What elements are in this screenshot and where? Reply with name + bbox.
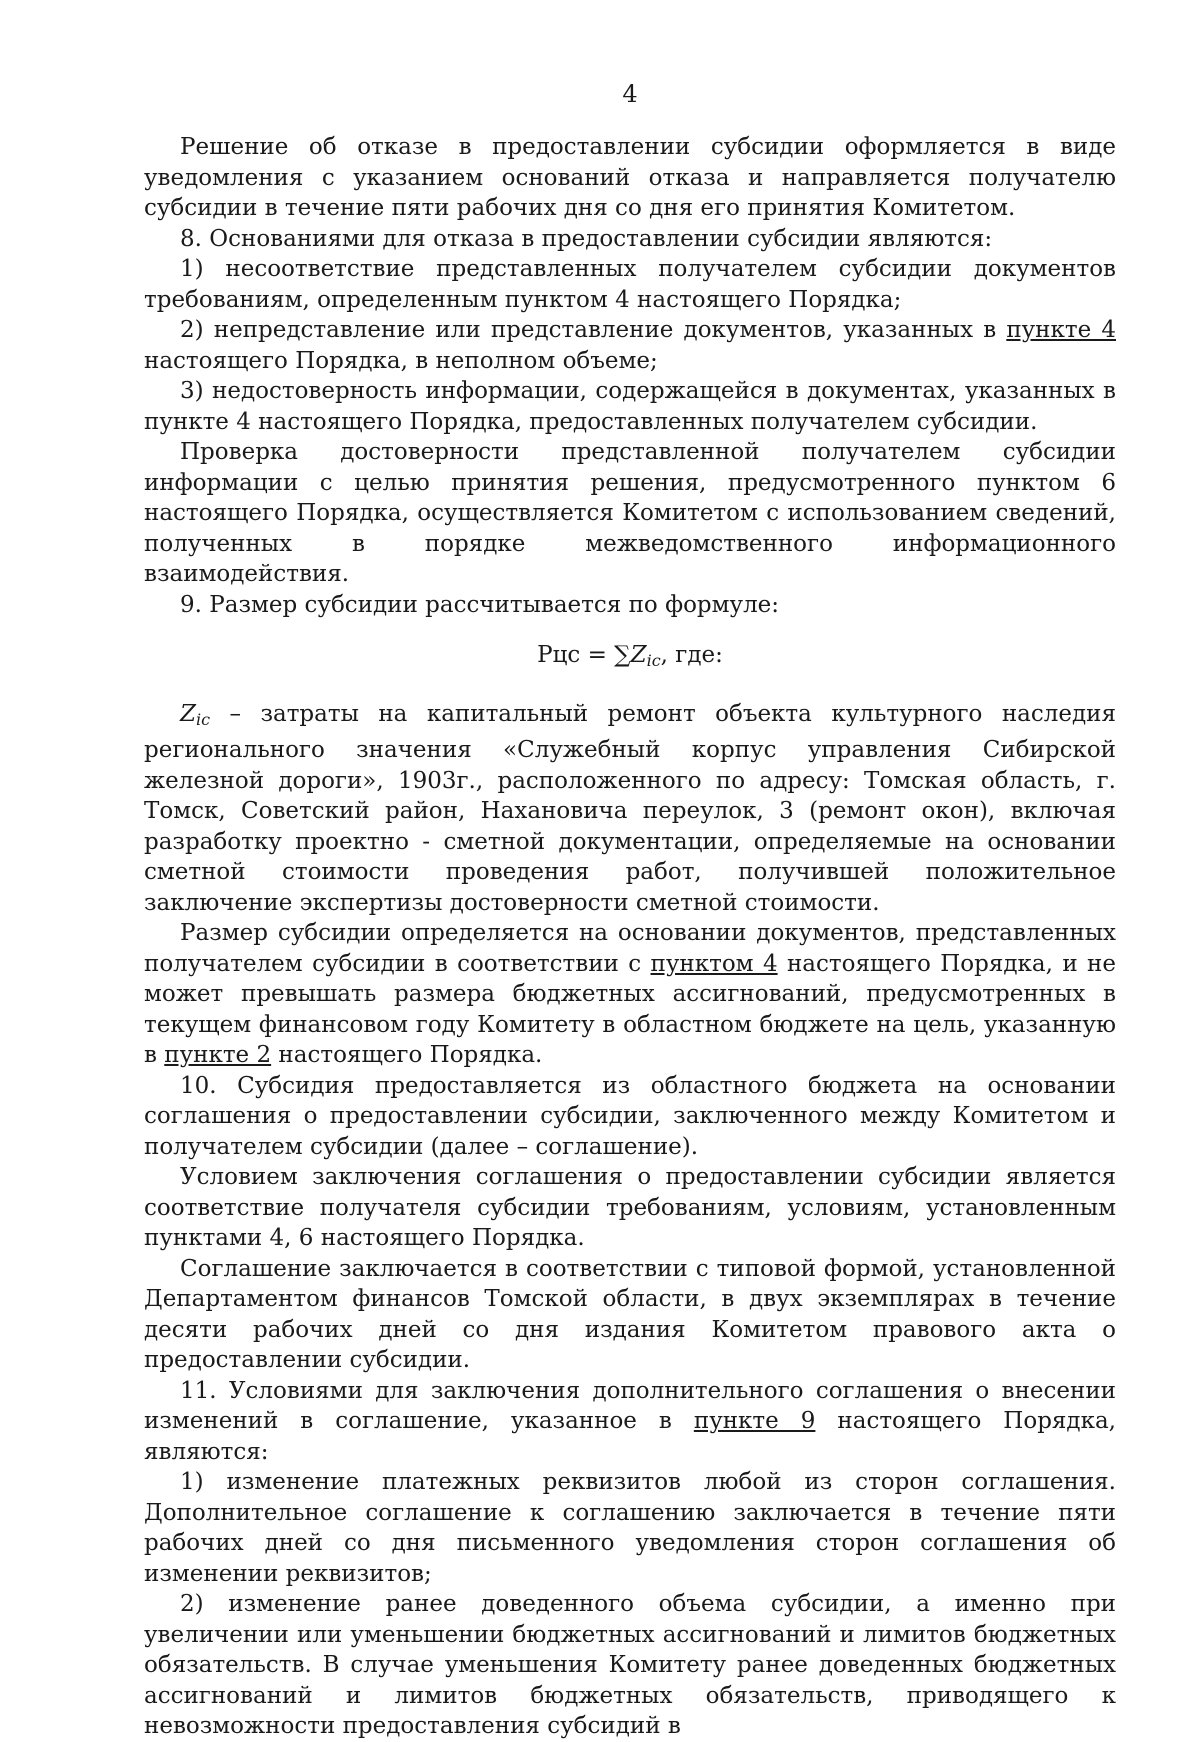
paragraph-item-8-3: 3) недостоверность информации, содержащейся в документах, указанных в пункте 4 настоящего Порядка, предоставленных получателем субсидии. bbox=[144, 378, 1116, 435]
paragraph-subsidy-amount bbox=[144, 918, 1116, 1071]
paragraph-text: настоящего Порядка. bbox=[271, 1042, 543, 1068]
formula-left: Рцс = ∑ bbox=[537, 642, 631, 668]
paragraph-item-11-1: 1) изменение платежных реквизитов любой из сторон соглашения. Дополнительное соглашение к соглашению заключается в течение пяти рабочих дней со дня письменного уведомления сторон соглашения об изменении реквизитов; bbox=[144, 1469, 1116, 1587]
link-punkt-2[interactable]: пункте 2 bbox=[164, 1042, 272, 1068]
paragraph-item-8-1: 1) несоответствие представленных получателем субсидии документов требованиям, определенным пунктом 4 настоящего Порядка; bbox=[144, 256, 1116, 313]
paragraph-item-8: 8. Основаниями для отказа в предоставлении субсидии являются: bbox=[180, 225, 993, 252]
paragraph-item-11 bbox=[144, 1376, 1116, 1468]
paragraph-zic-definition bbox=[144, 699, 1116, 919]
zic-variable: Z bbox=[180, 700, 196, 727]
paragraph-item-11-2: 2) изменение ранее доведенного объема субсидии, а именно при увеличении или уменьшении бюджетных ассигнований и лимитов бюджетных обязательств. В случае уменьшения Комитету ранее доведенных бюджетных ассигнований и лимитов бюджетных обязательств, приводящего к невозможности предоставления субсидий в bbox=[144, 1591, 1116, 1739]
paragraph-text: 2) непредставление или представление документов, указанных в bbox=[180, 317, 1007, 343]
document-body bbox=[144, 132, 1116, 1742]
paragraph-item-9: 9. Размер субсидии рассчитывается по формуле: bbox=[180, 591, 780, 618]
formula-subscript: ic bbox=[646, 651, 661, 670]
paragraph-text: настоящего Порядка, и не может превышать размера бюджетных ассигнований, предусмотренных в текущем финансовом году Комитету в областном бюджете на цель, указанную в bbox=[144, 950, 1116, 1068]
page-number: 4 bbox=[622, 80, 638, 108]
paragraph-text: Размер субсидии определяется на основании документов, представленных получателем субсидии в соответствии с bbox=[144, 920, 1116, 977]
paragraph-text: 11. Условиями для заключения дополнительного соглашения о внесении изменений в соглашение, указанное в bbox=[144, 1377, 1116, 1434]
formula-right: , где: bbox=[660, 642, 723, 668]
subsidy-formula bbox=[144, 640, 1116, 677]
paragraph-verification: Проверка достоверности представленной получателем субсидии информации с целью принятия решения, предусмотренного пунктом 6 настоящего Порядка, осуществляется Комитетом с использованием сведений, полученных в порядке межведомственного информационного взаимодействия. bbox=[144, 439, 1116, 587]
paragraph-item-10: 10. Субсидия предоставляется из областного бюджета на основании соглашения о предоставлении субсидии, заключенного между Комитетом и получателем субсидии (далее – соглашение). bbox=[144, 1072, 1116, 1160]
paragraph-agreement-condition: Условием заключения соглашения о предоставлении субсидии является соответствие получателя субсидии требованиям, условиям, установленным пунктами 4, 6 настоящего Порядка. bbox=[144, 1164, 1116, 1251]
paragraph-item-8-2 bbox=[144, 315, 1116, 376]
zic-subscript: ic bbox=[195, 709, 211, 729]
paragraph-text: – затраты на капитальный ремонт объекта культурного наследия регионального значения «Служебный корпус управления Сибирской железной дороги», 1903г., расположенного по адресу: Томская область, г. Томск, Советский район, Нахановича переулок, 3 (ремонт окон), включая разработку проектно - сметной документации, определяемые на основании сметной стоимости проведения работ, получившей положительное заключение экспертизы достоверности сметной стоимости. bbox=[144, 700, 1116, 916]
paragraph-text: настоящего Порядка, в неполном объеме; bbox=[144, 347, 658, 374]
paragraph-text: настоящего Порядка, являются: bbox=[144, 1408, 1116, 1465]
link-punkt-4[interactable]: пункте 4 bbox=[1006, 317, 1116, 343]
formula-variable: Z bbox=[630, 642, 647, 668]
link-punkt-4-b[interactable]: пунктом 4 bbox=[650, 950, 778, 977]
paragraph-agreement-form: Соглашение заключается в соответствии с типовой формой, установленной Департаментом финансов Томской области, в двух экземплярах в течение десяти рабочих дней со дня издания Комитетом правового акта о предоставлении субсидии. bbox=[144, 1255, 1116, 1373]
paragraph-refusal-decision: Решение об отказе в предоставлении субсидии оформляется в виде уведомления с указанием оснований отказа и направляется получателю субсидии в течение пяти рабочих дня со дня его принятия Комитетом. bbox=[144, 134, 1116, 221]
link-punkt-9[interactable]: пункте 9 bbox=[693, 1408, 816, 1434]
